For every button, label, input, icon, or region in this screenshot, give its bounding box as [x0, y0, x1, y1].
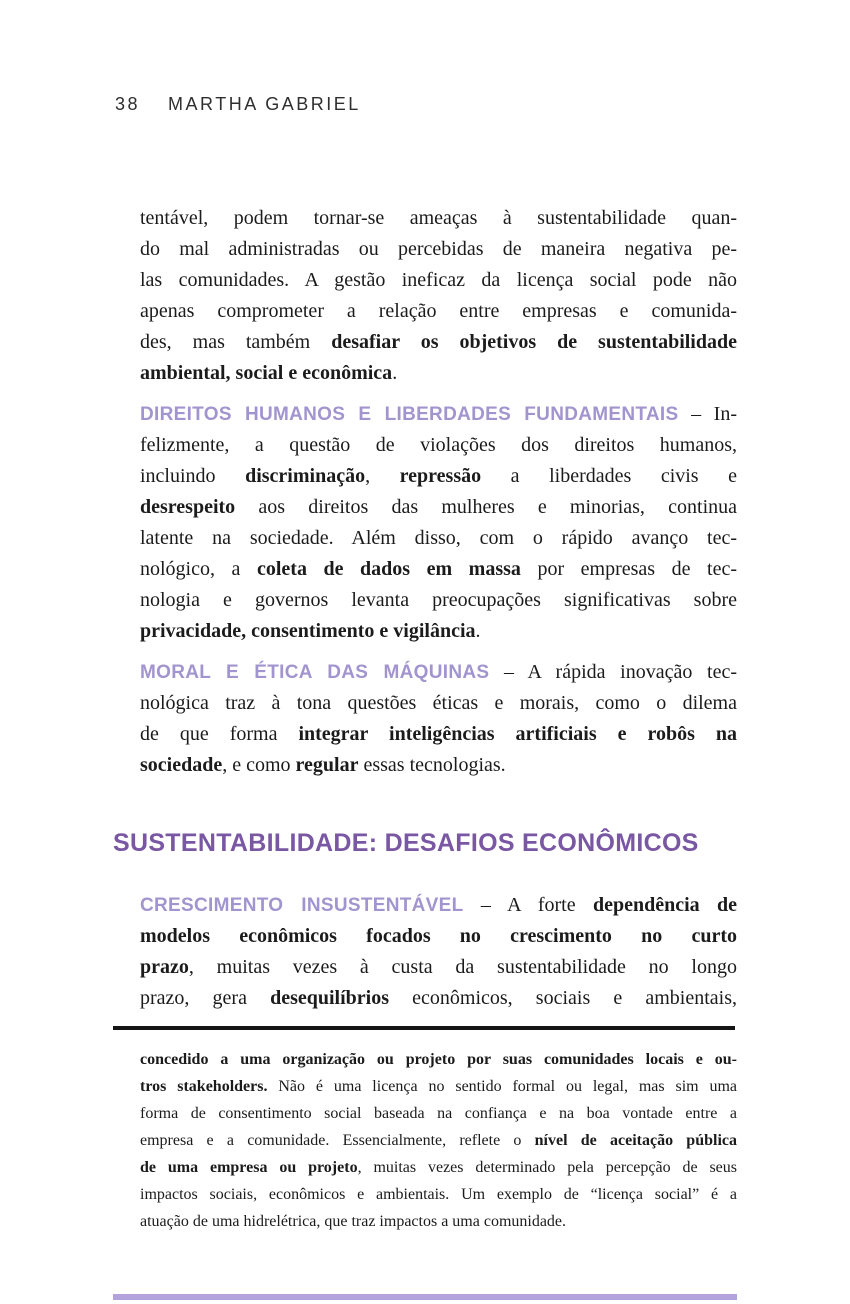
footnote — [140, 1046, 737, 1235]
page-number: 38 — [115, 94, 141, 114]
text-line: impactos sociais, econômicos e ambientais. Um exemplo de “licença social” é a — [140, 1186, 737, 1203]
text-line: desrespeito aos direitos das mulheres e minorias, continua — [140, 496, 737, 518]
text-line: nológico, a coleta de dados em massa por empresas de tec- — [140, 558, 738, 580]
body-paragraph — [140, 890, 737, 1014]
body-paragraph — [140, 203, 737, 389]
text-line: prazo, muitas vezes à custa da sustentabilidade no longo — [140, 956, 737, 978]
text-line: forma de consentimento social baseada na confiança e na boa vontade entre a — [140, 1105, 737, 1122]
text-line: nológica traz à tona questões éticas e morais, como o dilema — [140, 692, 737, 714]
text-line: de uma empresa ou projeto, muitas vezes determinado pela percepção de seus — [140, 1159, 737, 1176]
runin-heading: MORAL E ÉTICA DAS MÁQUINAS — [140, 662, 490, 683]
text-line: modelos econômicos focados no crescimento no curto — [140, 925, 737, 947]
text-line: latente na sociedade. Além disso, com o rápido avanço tec- — [140, 527, 737, 549]
text-line: incluindo discriminação, repressão a liberdades civis e — [140, 465, 738, 487]
text-line: des, mas também desafiar os objetivos de sustentabilidade — [140, 331, 737, 353]
text-line: apenas comprometer a relação entre empresas e comunida- — [140, 300, 737, 322]
page-content — [113, 203, 737, 1235]
page-header — [115, 94, 361, 115]
text-line: prazo, gera desequilíbrios econômicos, sociais e ambientais, — [140, 987, 738, 1009]
body-paragraph — [140, 657, 737, 781]
text-line: privacidade, consentimento e vigilância. — [140, 620, 481, 642]
text-line: de que forma integrar inteligências artificiais e robôs na — [140, 723, 737, 745]
body-paragraph — [140, 399, 737, 647]
text-line: empresa e a comunidade. Essencialmente, reflete o nível de aceitação pública — [140, 1132, 737, 1149]
runin-heading: CRESCIMENTO INSUSTENTÁVEL — [140, 895, 464, 916]
text-line: concedido a uma organização ou projeto por suas comunidades locais e ou- — [140, 1051, 737, 1068]
text-line: MORAL E ÉTICA DAS MÁQUINAS – A rápida inovação tec- — [140, 661, 737, 683]
section-heading: SUSTENTABILIDADE: DESAFIOS ECONÔMICOS — [113, 829, 699, 857]
text-line: tros stakeholders. Não é uma licença no sentido formal ou legal, mas sim uma — [140, 1078, 738, 1095]
footnote-rule — [113, 1026, 735, 1030]
text-line: atuação de uma hidrelétrica, que traz impactos a uma comunidade. — [140, 1213, 567, 1230]
text-line: ambiental, social e econômica. — [140, 362, 398, 384]
text-line: tentável, podem tornar-se ameaças à sustentabilidade quan- — [140, 207, 737, 229]
text-line: las comunidades. A gestão ineficaz da licença social pode não — [140, 269, 737, 291]
author-name: MARTHA GABRIEL — [168, 94, 361, 114]
text-line: do mal administradas ou percebidas de maneira negativa pe- — [140, 238, 737, 260]
runin-heading: DIREITOS HUMANOS E LIBERDADES FUNDAMENTAIS — [140, 404, 679, 425]
text-line: sociedade, e como regular essas tecnologias. — [140, 754, 506, 776]
bottom-accent-bar — [113, 1294, 737, 1300]
text-line: DIREITOS HUMANOS E LIBERDADES FUNDAMENTAIS – In- — [140, 403, 738, 425]
text-line: felizmente, a questão de violações dos direitos humanos, — [140, 434, 737, 456]
text-line: CRESCIMENTO INSUSTENTÁVEL – A forte dependência de — [140, 894, 737, 916]
text-line: nologia e governos levanta preocupações significativas sobre — [140, 589, 737, 611]
